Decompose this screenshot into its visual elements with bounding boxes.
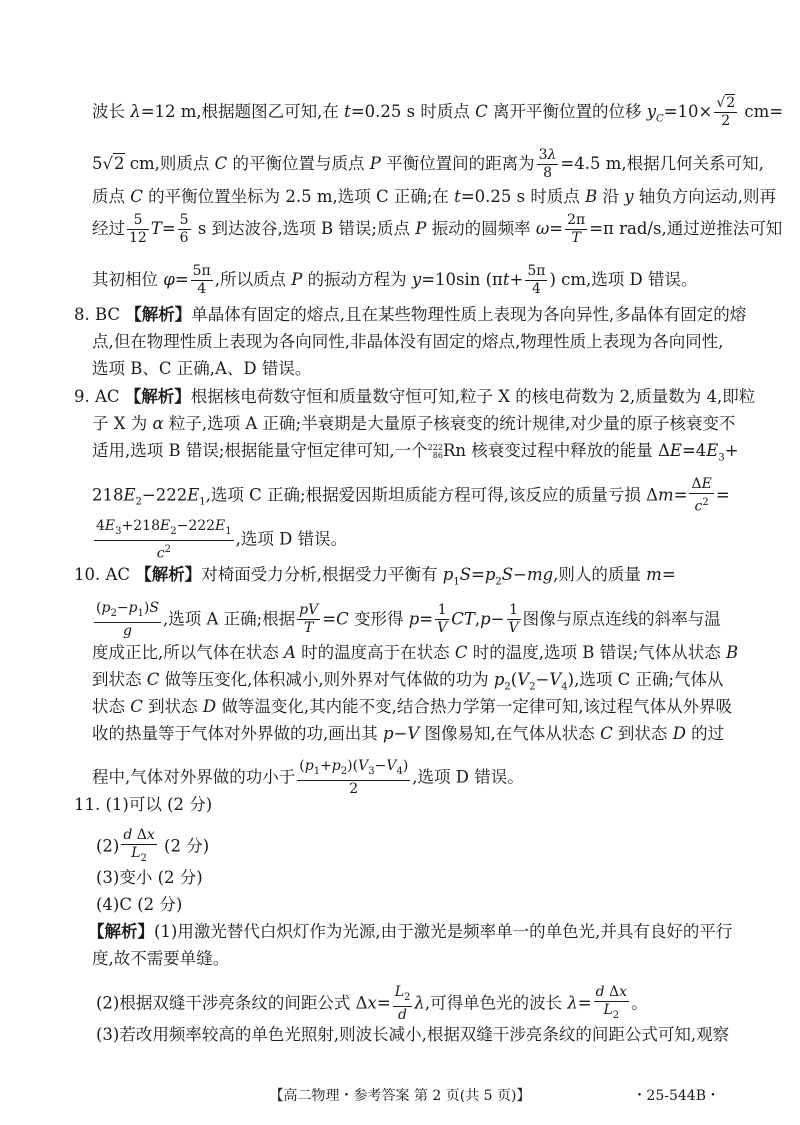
text-line: 【解析】(1)用激光替代白炽灯作为光源,由于激光是频率单一的单色光,并具有良好的平行 [88,922,733,941]
text-line: 选项 B、C 正确,A、D 错误。 [92,359,312,378]
text-line: 8. BC 【解析】单晶体有固定的熔点,且在某些物理性质上表现为各向异性,多晶体有固定的熔 [74,305,747,324]
text-line: 收的热量等于气体对外界做的功,画出其 p−V 图像易知,在气体从状态 C 到状态 D 的过 [92,724,725,743]
text-line: 状态 C 到状态 D 做等温变化,其内能不变,结合热力学第一定律可知,该过程气体从外界吸 [92,697,733,716]
text-line: 子 X 为 α 粒子,选项 A 正确;半衰期是大量原子核衰变的统计规律,对少量的原子核衰变不 [92,414,736,433]
text-line: 度,故不需要单缝。 [92,949,230,968]
text-line: 程中,气体对外界做的功小于 $\frac{(p_1+p_2)(V_3-V_4)}{2}$ ,选项 D 错误。 [92,758,524,797]
text-line: 波长 λ=12 m,根据题图乙可知,在 t=0.25 s 时质点 C 离开平衡位置的位移 $y_C=10\times$ $\frac{√2}{2}$ cm= [92,95,784,129]
text-line: 经过 $\frac{5}{12}$ T= $\frac{5}{6}$ s 到达波谷,选项 B 错误;质点 P 振动的圆频率 ω= $\frac{2\pi}{T}$ =π rad/s,通过逆推法可知 [92,212,783,246]
text-line: 点,但在物理性质上表现为各向同性,非晶体没有固定的熔点,物理性质上表现为各向同性, [92,332,724,351]
text-line: $218E_2-222E_1$,选项 C 正确;根据爱因斯坦质能方程可得,该反应的质量亏损 Δm= $\frac{\Delta E}{c^2}$ = [92,476,730,515]
text-line: 适用,选项 B 错误;根据能量守恒定律可知,一个 222 86 Rn 核衰变过程中释放的能量 $\Delta E=4E_3+$ [92,441,739,464]
text-line: 10. AC 【解析】对椅面受力分析,根据受力平衡有 $p_1S=p_2S-mg$,则人的质量 m= [74,565,676,588]
text-line: 到状态 C 做等压变化,体积减小,则外界对气体做的功为 $p_2(V_2-V_4)$,选项 C 正确;气体从 [92,670,724,693]
footer-page-info: 【高二物理・参考答案 第 2 页(共 5 页)】 [269,1088,531,1104]
text-line: 度成正比,所以气体在状态 A 时的温度高于在状态 C 时的温度,选项 B 错误;气体从状态 B [92,643,739,662]
text-line: (2) $\frac{\text{d Δx}}{L_2}$ (2 分) [96,827,210,864]
text-line: 其初相位 φ= $\frac{5\pi}{4}$ ,所以质点 P 的振动方程为 y=10sin (πt+ $\frac{5\pi}{4}$ ) cm,选项 D 错误。 [92,263,698,297]
text-line: 质点 C 的平衡位置坐标为 2.5 m,选项 C 正确;在 t=0.25 s 时质点 B 沿 y 轴负方向运动,则再 [92,187,777,206]
text-line: (4)C (2 分) [96,895,183,914]
text-line: 5√2 cm,则质点 C 的平衡位置与质点 P 平衡位置间的距离为 $\frac{3\lambda}{8}$ =4.5 m,根据几何关系可知, [92,147,764,181]
text-line: $\frac{(p_2-p_1)S}{g}$ ,选项 A 正确;根据 $\frac{pV}{T}$ =C 变形得 p= $\frac{1}{V}$ CT,p− $\frac{1}{V}$ 图像与原点连线的斜率与温 [96,600,721,639]
text-line: 11. (1)可以 (2 分) [74,795,213,814]
text-line: $\frac{4E_3+218E_2-222E_1}{c^2}$ ,选项 D 错误。 [96,518,348,562]
text-line: (3)变小 (2 分) [96,868,203,887]
footer-code: ・25-544B・ [632,1088,720,1104]
text-line: (2)根据双缝干涉亮条纹的间距公式 Δx= $\frac{L_2}{d}$ λ,可得单色光的波长 λ= $\frac{\text{d Δx}}{L_2}$ 。 [96,984,648,1023]
text-line: 9. AC 【解析】根据核电荷数守恒和质量数守恒可知,粒子 X 的核电荷数为 2,质量数为 4,即粒 [74,387,756,406]
text-line: (3)若改用频率较高的单色光照射,则波长减小,根据双缝干涉亮条纹的间距公式可知,观察 [96,1025,730,1044]
